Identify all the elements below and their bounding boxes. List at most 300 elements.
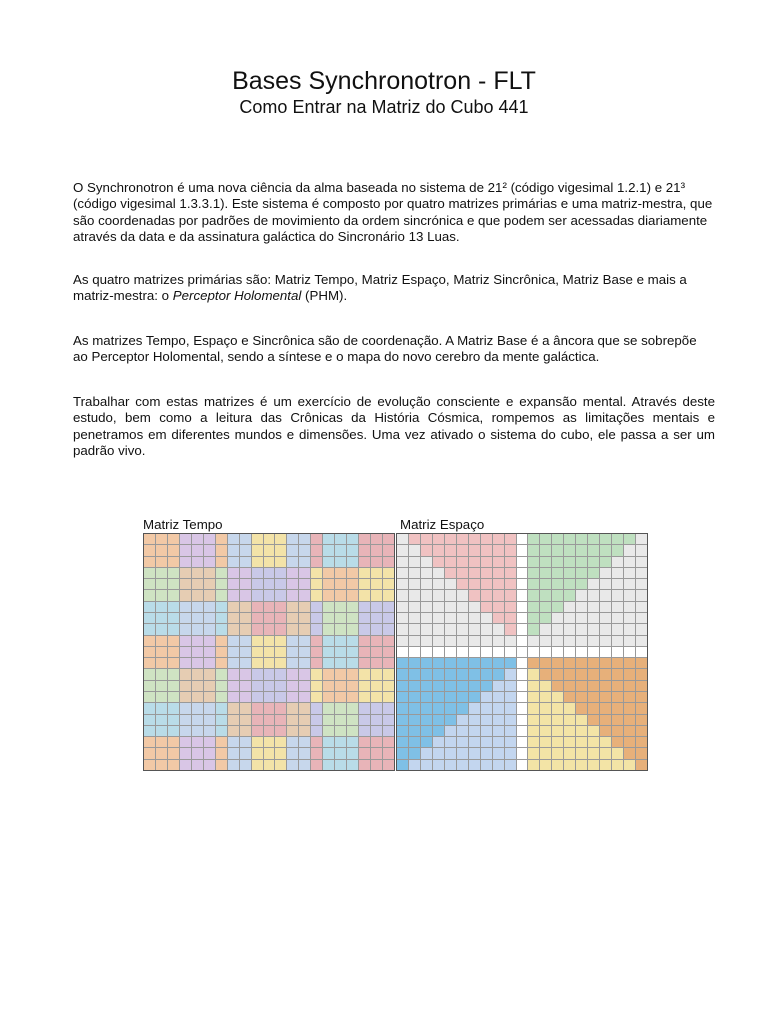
paragraph-matrices (73, 272, 715, 305)
matrix-cell (600, 613, 611, 623)
matrix-cell (323, 692, 334, 702)
matrix-cell (216, 579, 227, 589)
matrix-cell (588, 681, 599, 691)
matrix-cell (252, 545, 263, 555)
matrix-cell (505, 681, 516, 691)
matrix-cell (204, 715, 215, 725)
matrix-cell (335, 658, 346, 668)
matrix-cell (287, 669, 298, 679)
matrix-cell (383, 602, 394, 612)
matrix-cell (493, 692, 504, 702)
matrix-cell (287, 737, 298, 747)
matrix-cell (252, 647, 263, 657)
matrix-cell (493, 715, 504, 725)
matrix-cell (564, 737, 575, 747)
matrix-cell (204, 748, 215, 758)
matrix-cell (612, 545, 623, 555)
matrix-cell (576, 590, 587, 600)
matrix-cell (505, 568, 516, 578)
matrix-cell (323, 579, 334, 589)
matrix-cell (240, 681, 251, 691)
matrix-cell (240, 703, 251, 713)
matrix-cell (588, 568, 599, 578)
matrix-cell (421, 624, 432, 634)
matrix-cell (540, 534, 551, 544)
matrix-cell (517, 557, 528, 567)
matrix-cell (275, 703, 286, 713)
matrix-cell (335, 534, 346, 544)
matrix-cell (576, 658, 587, 668)
matrix-cell (469, 613, 480, 623)
matrix-cell (347, 579, 358, 589)
matrix-cell (252, 557, 263, 567)
matrix-cell (192, 726, 203, 736)
matrix-cell (624, 568, 635, 578)
matrix-cell (600, 760, 611, 770)
matrix-cell (311, 557, 322, 567)
matrix-cell (505, 613, 516, 623)
matrix-cell (552, 658, 563, 668)
matrix-cell (323, 681, 334, 691)
matrix-cell (192, 624, 203, 634)
matrix-cell (156, 624, 167, 634)
matrix-cell (275, 726, 286, 736)
matrix-cell (552, 669, 563, 679)
matrix-cell (421, 579, 432, 589)
matrix-cell (144, 624, 155, 634)
matrix-cell (144, 703, 155, 713)
matrix-cell (612, 579, 623, 589)
matrix-cell (156, 590, 167, 600)
matrix-cell (144, 534, 155, 544)
matrix-cell (156, 658, 167, 668)
matrix-cell (347, 692, 358, 702)
matrix-cell (180, 545, 191, 555)
matrix-cell (624, 579, 635, 589)
matrix-cell (359, 647, 370, 657)
matrix-cell (517, 669, 528, 679)
matrix-cell (371, 602, 382, 612)
matrix-cell (371, 658, 382, 668)
matrix-cell (409, 658, 420, 668)
matrix-cell (409, 669, 420, 679)
matrix-cell (311, 669, 322, 679)
matrix-cell (469, 602, 480, 612)
matrix-cell (192, 748, 203, 758)
matrix-cell (228, 557, 239, 567)
matrix-cell (252, 681, 263, 691)
matrix-cell (371, 613, 382, 623)
matrix-cell (517, 748, 528, 758)
matrix-cell (216, 647, 227, 657)
matrix-cell (636, 602, 647, 612)
matrix-cell (347, 715, 358, 725)
matrix-cell (540, 715, 551, 725)
matrix-cell (383, 557, 394, 567)
matrix-cell (347, 658, 358, 668)
matrix-cell (397, 703, 408, 713)
matrix-cell (457, 692, 468, 702)
matrix-cell (505, 647, 516, 657)
matrix-cell (311, 602, 322, 612)
matrix-cell (323, 568, 334, 578)
matrix-cell (517, 545, 528, 555)
matrix-cell (588, 613, 599, 623)
matrix-cell (528, 534, 539, 544)
matrix-cell (493, 624, 504, 634)
matrix-cell (347, 568, 358, 578)
matrix-cell (156, 579, 167, 589)
matrix-cell (636, 613, 647, 623)
matrix-cell (481, 624, 492, 634)
matrix-cell (493, 636, 504, 646)
matrix-cell (421, 568, 432, 578)
matrix-cell (588, 624, 599, 634)
matrix-cell (636, 579, 647, 589)
matrix-cell (299, 568, 310, 578)
matrix-cell (600, 647, 611, 657)
matrix-cell (409, 748, 420, 758)
matrix-cell (564, 647, 575, 657)
matrix-cell (493, 534, 504, 544)
matrix-cell (299, 636, 310, 646)
matrix-cell (311, 624, 322, 634)
matrix-cell (287, 726, 298, 736)
matrix-cell (204, 692, 215, 702)
matrix-cell (204, 737, 215, 747)
matrix-cell (409, 760, 420, 770)
matrix-cell (540, 636, 551, 646)
matrix-cell (457, 602, 468, 612)
matrix-cell (168, 726, 179, 736)
matrix-cell (564, 726, 575, 736)
matrix-cell (371, 624, 382, 634)
matrix-cell (540, 737, 551, 747)
matrix-cell (493, 557, 504, 567)
matrix-cell (564, 760, 575, 770)
matrix-cell (397, 624, 408, 634)
matrix-cell (457, 534, 468, 544)
matrix-cell (371, 545, 382, 555)
matrix-cell (540, 647, 551, 657)
matrix-cell (493, 737, 504, 747)
matrix-cell (600, 636, 611, 646)
matrix-cell (576, 692, 587, 702)
matrix-cell (624, 590, 635, 600)
matrix-cell (192, 692, 203, 702)
matrix-cell (505, 557, 516, 567)
matrix-cell (156, 636, 167, 646)
matrix-cell (275, 760, 286, 770)
matrix-cell (636, 557, 647, 567)
matrix-cell (311, 534, 322, 544)
matrix-cell (600, 590, 611, 600)
matrix-cell (409, 703, 420, 713)
matrix-cell (287, 692, 298, 702)
matrix-cell (335, 545, 346, 555)
matrix-cell (168, 624, 179, 634)
matrix-cell (457, 726, 468, 736)
paragraph-coordination: As matrizes Tempo, Espaço e Sincrônica são de coordenação. A Matriz Base é a âncora que se sobrepõe ao Perceptor Holomental, sendo a síntese e o mapa do novo cerebro da mente galáctica. (73, 333, 697, 365)
matrix-cell (192, 760, 203, 770)
matrix-cell (275, 545, 286, 555)
matrix-cell (204, 534, 215, 544)
matrix-cell (517, 692, 528, 702)
matrix-cell (493, 703, 504, 713)
matrix-cell (240, 760, 251, 770)
matrix-cell (576, 557, 587, 567)
matrix-cell (493, 681, 504, 691)
matrix-cell (168, 681, 179, 691)
matrix-cell (359, 545, 370, 555)
matrix-cell (493, 658, 504, 668)
matrix-cell (383, 658, 394, 668)
matrix-cell (168, 602, 179, 612)
matrix-cell (540, 557, 551, 567)
matrix-cell (540, 658, 551, 668)
matrix-cell (347, 636, 358, 646)
matrix-cell (397, 658, 408, 668)
matrix-cell (287, 579, 298, 589)
matrix-cell (359, 703, 370, 713)
matrix-cell (576, 647, 587, 657)
matrix-cell (505, 545, 516, 555)
matrix-cell (144, 636, 155, 646)
matrix-cell (528, 636, 539, 646)
matrix-cell (383, 715, 394, 725)
matrix-cell (481, 692, 492, 702)
matrix-cell (457, 636, 468, 646)
matrix-cell (517, 602, 528, 612)
matrix-cell (636, 545, 647, 555)
matrix-cell (299, 669, 310, 679)
matrix-cell (397, 557, 408, 567)
matrix-cell (636, 681, 647, 691)
matrix-cell (383, 636, 394, 646)
matrix-cell (156, 669, 167, 679)
matrix-cell (287, 534, 298, 544)
matrix-cell (228, 760, 239, 770)
matrix-cell (323, 748, 334, 758)
matrix-cell (588, 760, 599, 770)
matrix-cell (624, 703, 635, 713)
matrix-cell (612, 647, 623, 657)
matrix-cell (528, 692, 539, 702)
matrix-cell (397, 613, 408, 623)
matrix-cell (144, 669, 155, 679)
matrix-cell (433, 557, 444, 567)
matrix-cell (192, 681, 203, 691)
matrix-cell (433, 647, 444, 657)
matrix-cell (421, 669, 432, 679)
matrix-cell (216, 534, 227, 544)
matrix-cell (636, 726, 647, 736)
matrix-cell (457, 545, 468, 555)
matrix-cell (204, 624, 215, 634)
matrix-cell (540, 624, 551, 634)
matrix-cell (287, 590, 298, 600)
matrix-cell (216, 715, 227, 725)
matrix-cell (528, 726, 539, 736)
matrix-cell (505, 737, 516, 747)
matrix-cell (144, 602, 155, 612)
matrix-cell (264, 590, 275, 600)
matrix-cell (409, 624, 420, 634)
matrix-cell (240, 590, 251, 600)
matrix-cell (275, 557, 286, 567)
matrix-cell (264, 579, 275, 589)
matrix-cell (204, 760, 215, 770)
matrix-cell (564, 658, 575, 668)
matrix-cell (505, 692, 516, 702)
matrix-cell (299, 703, 310, 713)
matrix-cell (228, 636, 239, 646)
matrix-cell (397, 760, 408, 770)
matrix-cell (552, 579, 563, 589)
matrix-cell (180, 703, 191, 713)
matrix-cell (228, 602, 239, 612)
matrix-cell (457, 737, 468, 747)
matrix-cell (144, 737, 155, 747)
matrix-cell (576, 613, 587, 623)
matrix-cell (457, 579, 468, 589)
matriz-espaco-label: Matriz Espaço (400, 517, 485, 532)
matrix-cell (409, 681, 420, 691)
matrix-cell (612, 590, 623, 600)
matrix-cell (517, 636, 528, 646)
matrix-cell (347, 602, 358, 612)
matrix-cell (421, 748, 432, 758)
matrix-cell (240, 715, 251, 725)
matrix-cell (168, 737, 179, 747)
matrix-cell (421, 692, 432, 702)
matrix-cell (252, 748, 263, 758)
matrix-cell (371, 726, 382, 736)
matrix-cell (252, 602, 263, 612)
matrix-cell (576, 726, 587, 736)
matrix-cell (469, 760, 480, 770)
matrix-cell (335, 568, 346, 578)
matrix-cell (552, 568, 563, 578)
matrix-cell (383, 703, 394, 713)
matrix-cell (612, 726, 623, 736)
matrix-cell (144, 760, 155, 770)
matrix-cell (180, 613, 191, 623)
matrix-cell (359, 568, 370, 578)
matrix-cell (275, 715, 286, 725)
matrix-cell (517, 760, 528, 770)
matrix-cell (144, 715, 155, 725)
matrix-cell (216, 748, 227, 758)
matrix-cell (180, 647, 191, 657)
matrix-cell (564, 636, 575, 646)
matrix-cell (469, 568, 480, 578)
matrix-cell (528, 658, 539, 668)
matrix-cell (192, 545, 203, 555)
matrix-cell (347, 737, 358, 747)
matrix-cell (612, 624, 623, 634)
matrix-cell (540, 760, 551, 770)
matrix-cell (564, 534, 575, 544)
matrix-cell (552, 737, 563, 747)
matrix-cell (493, 669, 504, 679)
matrix-cell (359, 760, 370, 770)
matrix-cell (421, 613, 432, 623)
matrix-cell (323, 703, 334, 713)
matrix-cell (493, 579, 504, 589)
matrix-cell (144, 590, 155, 600)
matrix-cell (216, 624, 227, 634)
matrix-cell (216, 760, 227, 770)
matrix-cell (323, 647, 334, 657)
matrix-cell (216, 658, 227, 668)
matrix-cell (528, 760, 539, 770)
matrix-cell (552, 545, 563, 555)
matrix-cell (275, 590, 286, 600)
matrix-cell (433, 613, 444, 623)
matrix-cell (240, 737, 251, 747)
matrix-cell (433, 636, 444, 646)
matrix-cell (445, 636, 456, 646)
matrix-cell (433, 579, 444, 589)
matrix-cell (481, 681, 492, 691)
matrix-cell (287, 703, 298, 713)
matrix-cell (383, 748, 394, 758)
matrix-cell (180, 636, 191, 646)
matrix-cell (433, 737, 444, 747)
matrix-cell (144, 681, 155, 691)
matrix-cell (481, 545, 492, 555)
matrix-cell (192, 737, 203, 747)
matrix-cell (383, 590, 394, 600)
matrix-cell (481, 760, 492, 770)
matrix-cell (600, 545, 611, 555)
matrix-cell (457, 748, 468, 758)
matrix-cell (457, 557, 468, 567)
page-title: Bases Synchronotron - FLT (232, 67, 536, 95)
matrix-cell (409, 545, 420, 555)
matrix-cell (252, 590, 263, 600)
matrix-cell (517, 703, 528, 713)
matrix-cell (323, 669, 334, 679)
matrix-cell (335, 613, 346, 623)
matrix-cell (335, 647, 346, 657)
matrix-cell (552, 590, 563, 600)
matrix-cell (600, 715, 611, 725)
matrix-cell (180, 715, 191, 725)
matrix-cell (445, 557, 456, 567)
matrix-cell (481, 703, 492, 713)
matrix-cell (180, 590, 191, 600)
matrix-cell (144, 726, 155, 736)
matrix-cell (528, 545, 539, 555)
matrix-cell (409, 590, 420, 600)
matrix-cell (383, 681, 394, 691)
matrix-cell (612, 658, 623, 668)
matrix-cell (156, 748, 167, 758)
matrix-cell (264, 726, 275, 736)
matrix-cell (624, 545, 635, 555)
matrix-cell (204, 568, 215, 578)
matrix-cell (264, 636, 275, 646)
matrix-cell (612, 703, 623, 713)
matrix-cell (445, 737, 456, 747)
matrix-cell (359, 602, 370, 612)
matrix-cell (359, 726, 370, 736)
matrix-cell (228, 726, 239, 736)
matrix-cell (252, 658, 263, 668)
matrix-cell (588, 737, 599, 747)
